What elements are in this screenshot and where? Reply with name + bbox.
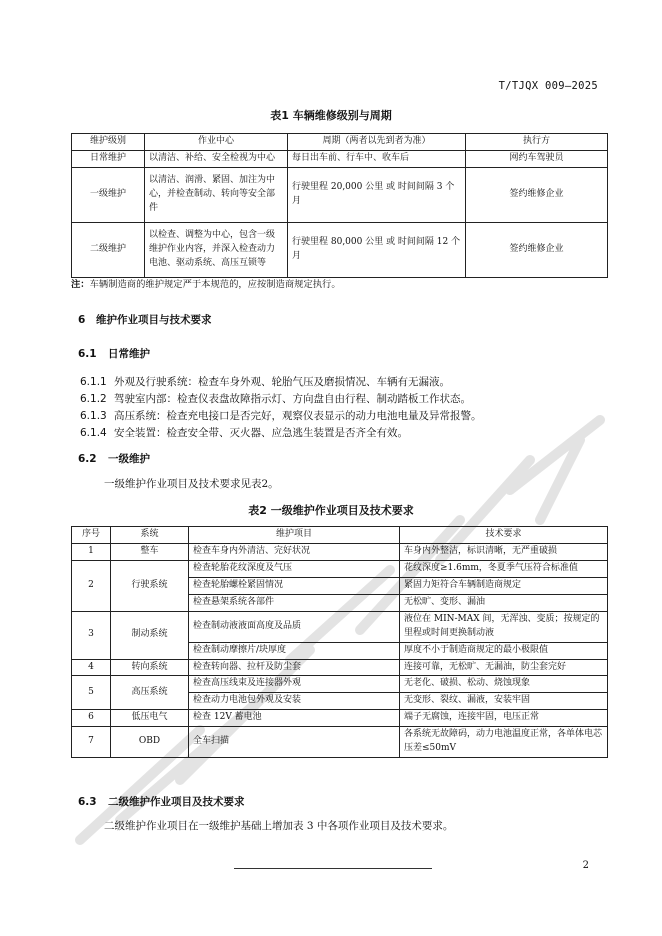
requirement-cell: 花纹深度≥1.6mm，冬夏季气压符合标准值	[400, 560, 608, 577]
table-row	[72, 543, 608, 560]
item-text: 高压系统：检查充电接口是否完好，观察仪表显示的动力电池电量及异常报警。	[114, 410, 482, 422]
requirement-cell: 无松旷、变形、漏油	[400, 594, 608, 611]
maintenance-level-table	[71, 133, 608, 278]
table-cell: 签约维修企业	[466, 167, 608, 222]
table-row	[72, 560, 608, 577]
note-text: 车辆制造商的维护规定严于本规范的，应按制造商规定执行。	[89, 279, 341, 290]
document-number: T/TJQX 009—2025	[498, 80, 598, 92]
row-number: 2	[72, 560, 111, 611]
section-title: 日常维护	[108, 348, 150, 360]
requirement-cell: 厚度不小于制造商规定的最小极限值	[400, 642, 608, 659]
requirement-cell: 无老化、破损、松动、烧蚀现象	[400, 676, 608, 693]
table-row	[72, 676, 608, 693]
maintenance-item-cell: 全车扫描	[189, 727, 400, 758]
table-cell: 以清洁、润滑、紧固、加注为中心，并检查制动、转向等安全部件	[145, 167, 288, 222]
requirement-cell: 连接可靠，无松旷、无漏油，防尘套完好	[400, 659, 608, 676]
section-number: 6	[78, 314, 86, 326]
table-cell: 行驶里程 80,000 公里 或 时间间隔 12 个月	[288, 222, 466, 277]
maintenance-item-cell: 检查车身内外清洁、完好状况	[189, 543, 400, 560]
item-text: 驾驶室内部：检查仪表盘故障指示灯、方向盘自由行程、制动踏板工作状态。	[114, 393, 471, 405]
table-header-cell: 作业中心	[145, 134, 288, 151]
system-cell: 整车	[111, 543, 189, 560]
requirement-cell: 液位在 MIN-MAX 间，无浑浊、变质；按规定的里程或时间更换制动液	[400, 611, 608, 642]
table-row	[72, 727, 608, 758]
system-cell: 行驶系统	[111, 560, 189, 611]
section-6-2-heading	[78, 451, 150, 466]
section-6-1-heading	[78, 346, 150, 361]
section-6-3-heading	[78, 794, 245, 809]
table-cell: 每日出车前、行车中、收车后	[288, 150, 466, 167]
section-6-heading	[78, 312, 212, 327]
system-cell: 制动系统	[111, 611, 189, 659]
section-title: 二级维护作业项目及技术要求	[108, 796, 245, 808]
section-6-3-paragraph: 二级维护作业项目在一级维护基础上增加表 3 中各项作业项目及技术要求。	[104, 820, 454, 832]
table-header-cell: 维护项目	[189, 527, 400, 544]
section-number: 6.3	[78, 796, 97, 808]
table-header-cell: 序号	[72, 527, 111, 544]
system-cell: 低压电气	[111, 710, 189, 727]
table-header-cell: 周期（两者以先到者为准）	[288, 134, 466, 151]
table-cell: 以清洁、补给、安全检视为中心	[145, 150, 288, 167]
table-header-cell: 系统	[111, 527, 189, 544]
table-header-cell: 技术要求	[400, 527, 608, 544]
table-cell: 一级维护	[72, 167, 145, 222]
list-item	[80, 425, 408, 440]
row-number: 5	[72, 676, 111, 710]
maintenance-item-cell: 检查轮胎花纹深度及气压	[189, 560, 400, 577]
maintenance-item-cell: 检查动力电池包外观及安装	[189, 693, 400, 710]
table-header-cell: 执行方	[466, 134, 608, 151]
maintenance-item-cell: 检查 12V 蓄电池	[189, 710, 400, 727]
table-header-row	[72, 134, 608, 151]
system-cell: 高压系统	[111, 676, 189, 710]
section-title: 一级维护	[108, 453, 150, 465]
requirement-cell: 各系统无故障码，动力电池温度正常，各单体电芯压差≤50mV	[400, 727, 608, 758]
table-row	[72, 611, 608, 642]
requirement-cell: 无变形、裂纹、漏液，安装牢固	[400, 693, 608, 710]
table2-caption: 表2 一级维护作业项目及技术要求	[248, 504, 414, 517]
section-number: 6.1	[78, 348, 97, 360]
table-cell: 二级维护	[72, 222, 145, 277]
table-cell: 签约维修企业	[466, 222, 608, 277]
table-row	[72, 659, 608, 676]
row-number: 1	[72, 543, 111, 560]
list-item	[80, 374, 450, 389]
footer-rule	[234, 868, 432, 869]
maintenance-item-cell: 检查转向器、拉杆及防尘套	[189, 659, 400, 676]
item-text: 外观及行驶系统：检查车身外观、轮胎气压及磨损情况、车辆有无漏液。	[114, 376, 450, 388]
row-number: 6	[72, 710, 111, 727]
requirement-cell: 车身内外整洁，标识清晰，无严重破损	[400, 543, 608, 560]
table-header-row	[72, 527, 608, 544]
section-title: 维护作业项目与技术要求	[96, 314, 212, 326]
maintenance-item-cell: 检查悬架系统各部件	[189, 594, 400, 611]
maintenance-item-cell: 检查制动摩擦片/块厚度	[189, 642, 400, 659]
requirement-cell: 端子无腐蚀，连接牢固，电压正常	[400, 710, 608, 727]
item-number: 6.1.2	[80, 393, 107, 405]
list-item	[80, 391, 471, 406]
item-number: 6.1.1	[80, 376, 107, 388]
section-6-2-paragraph: 一级维护作业项目及技术要求见表2。	[104, 478, 279, 490]
maintenance-item-cell: 检查轮胎螺栓紧固情况	[189, 577, 400, 594]
requirement-cell: 紧固力矩符合车辆制造商规定	[400, 577, 608, 594]
row-number: 7	[72, 727, 111, 758]
maintenance-item-cell: 检查制动液液面高度及品质	[189, 611, 400, 642]
table-row	[72, 150, 608, 167]
list-item	[80, 408, 482, 423]
table-cell: 以检查、调整为中心，包含一级维护作业内容，并深入检查动力电池、驱动系统、高压互锁等	[145, 222, 288, 277]
table-header-cell: 维护级别	[72, 134, 145, 151]
table1-caption: 表1 车辆维修级别与周期	[270, 109, 392, 122]
table-cell: 网约车驾驶员	[466, 150, 608, 167]
maintenance-item-cell: 检查高压线束及连接器外观	[189, 676, 400, 693]
level1-maintenance-table	[71, 526, 608, 758]
table1-note	[71, 276, 341, 290]
table-cell: 日常维护	[72, 150, 145, 167]
system-cell: OBD	[111, 727, 189, 758]
system-cell: 转向系统	[111, 659, 189, 676]
item-number: 6.1.4	[80, 427, 107, 439]
item-number: 6.1.3	[80, 410, 107, 422]
table-row	[72, 222, 608, 277]
row-number: 3	[72, 611, 111, 659]
table-cell: 行驶里程 20,000 公里 或 时间间隔 3 个月	[288, 167, 466, 222]
note-label: 注：	[71, 279, 90, 290]
table-row	[72, 710, 608, 727]
page-number: 2	[582, 860, 589, 871]
row-number: 4	[72, 659, 111, 676]
table-row	[72, 167, 608, 222]
item-text: 安全装置：检查安全带、灭火器、应急逃生装置是否齐全有效。	[114, 427, 408, 439]
section-number: 6.2	[78, 453, 97, 465]
